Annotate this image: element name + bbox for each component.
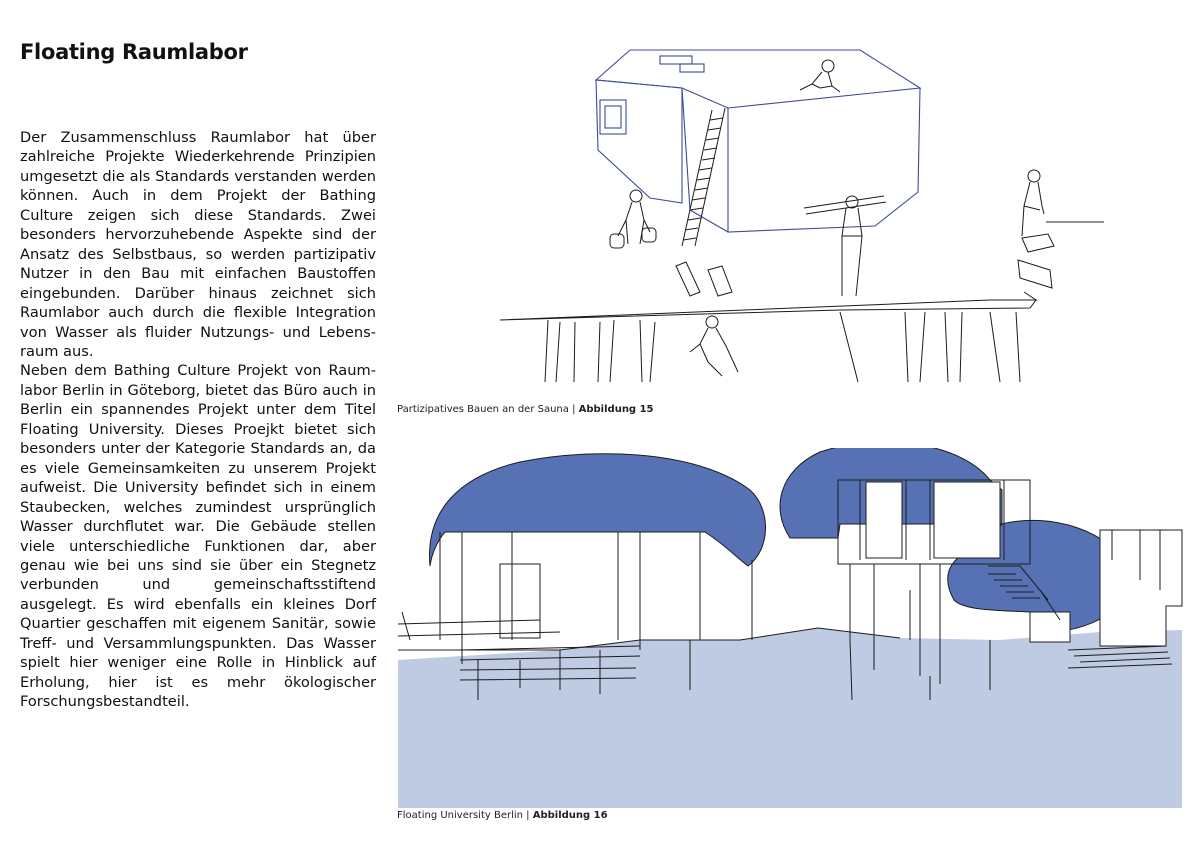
figure-16-caption [397, 810, 608, 821]
paragraph-2: Neben dem Bathing Culture Projekt von Raumlabor Berlin in Göteborg, bietet das Büro auch in Berlin ein spannendes Projekt unter dem Titel Floating University. Dieses Proejkt bietet sich besonders unter der Kategorie Standards an, da es viele Gemeinsamkeiten zu unserem Projekt aufweist. Die University befindet sich in einem Staubecken, welches zumindest ursprünglich Wasser durchflutet war. Die Gebäude stellen viele unterschiedliche Funktionen dar, aber genau wie bei uns sind sie über ein Stegnetz verbunden und gemeinschaftsstiftend ausgelegt. Es wird ebenfalls ein kleines Dorf Quartier geschaffen mit eigenem Sanitär, sowie Treff- und Versammlungspunkten. Das Wasser spielt hier weniger eine Rolle in Hinblick auf Erholung, hier ist es mehr ökologischer Forschungsbestandteil. [20, 362, 376, 711]
canopy-left [430, 454, 766, 566]
body-text [20, 128, 376, 712]
figure-15-caption [397, 404, 654, 415]
paragraph-1: Der Zusammenschluss Raumlabor hat über zahlreiche Projekte Wiederkehrende Prinzipien umgesetzt die als Standards verstanden werden können. Auch in dem Projekt der Bathing Culture zeigen sich diese Standards. Zwei besonders hervorzuhebende Aspekte sind der Ansatz des Selbstbaus, so werden partizipativ Nutzer in den Bau mit einfachen Baustoffen eingebunden. Darüber hinaus zeichnet sich Raumlabor auch durch die flexible Integration von Wasser als fluider Nutzungs- und Lebensraum aus. [20, 129, 376, 360]
figure-15-sauna-drawing [490, 40, 1130, 390]
page-title: Floating Raumlabor [20, 40, 248, 64]
water-area [398, 628, 1182, 808]
figure-16-label: Abbildung 16 [532, 810, 608, 821]
figure-16-floating-university-drawing [396, 448, 1186, 810]
figure-15-caption-text: Partizipatives Bauen an der Sauna | [397, 404, 579, 415]
figure-15-label: Abbildung 15 [578, 404, 654, 415]
figure-16-caption-text: Floating University Berlin | [397, 810, 533, 821]
